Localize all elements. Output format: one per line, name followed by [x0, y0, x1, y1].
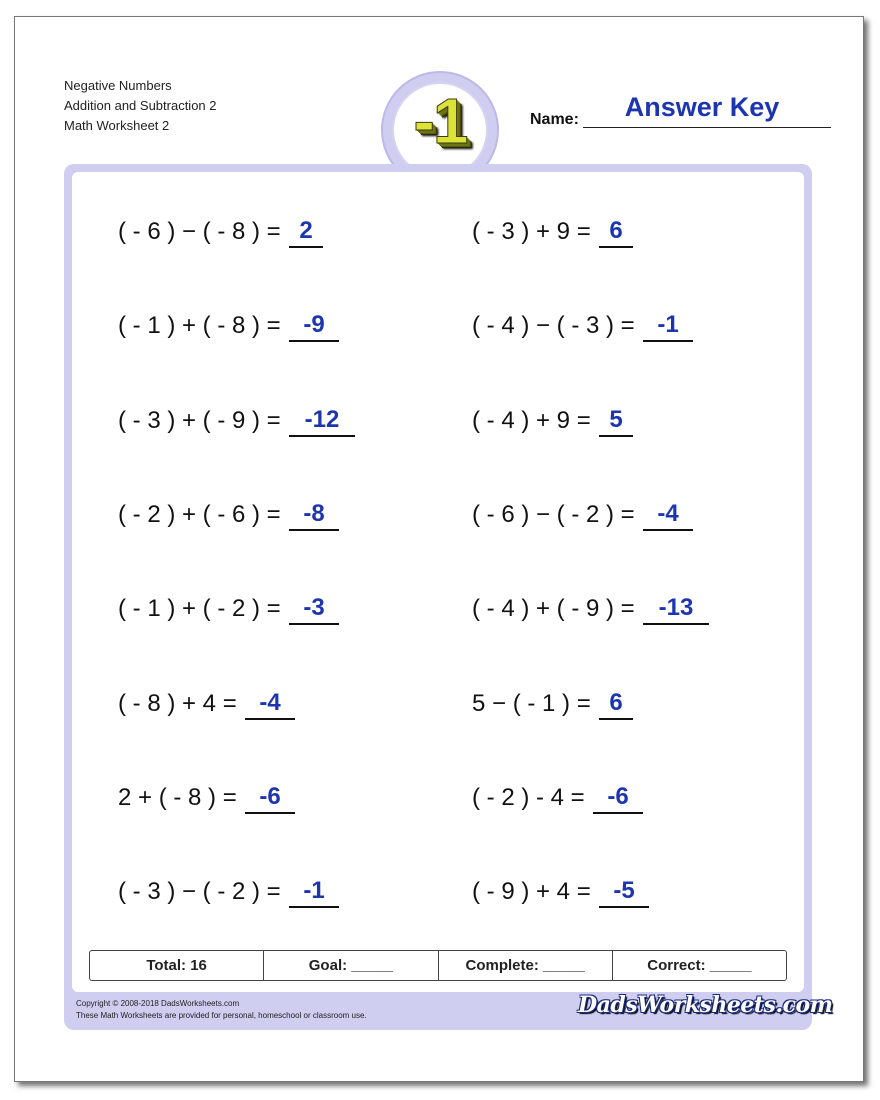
problem-expression: ( - 4 ) + ( - 9 ) = [472, 595, 635, 622]
usage-line: These Math Worksheets are provided for personal, homeschool or classroom use. [76, 1011, 367, 1020]
title-line-3: Math Worksheet 2 [64, 118, 170, 133]
problem-expression: ( - 2 ) - 4 = [472, 784, 585, 811]
answer-blank: -3 [289, 593, 339, 625]
answer-key-text: Answer Key [624, 92, 780, 122]
name-label: Name: [530, 111, 579, 128]
answer-blank: 5 [599, 405, 633, 437]
answer-blank: 6 [599, 216, 633, 248]
problem-expression: ( - 3 ) − ( - 2 ) = [118, 878, 281, 905]
negative-one-logo: -1 [413, 85, 467, 157]
title-line-2: Addition and Subtraction 2 [64, 98, 217, 113]
answer-blank: -4 [643, 499, 693, 531]
answer-blank: 6 [599, 688, 633, 720]
worksheet-title [64, 76, 217, 136]
problem-expression: ( - 3 ) + 9 = [472, 218, 591, 245]
problems-panel [72, 172, 804, 992]
answer-blank: -8 [289, 499, 339, 531]
answer-blank: -1 [289, 876, 339, 908]
score-total: Total: 16 [90, 951, 264, 980]
answer-blank: -1 [643, 310, 693, 342]
answer-blank: -9 [289, 310, 339, 342]
title-line-1: Negative Numbers [64, 78, 172, 93]
score-goal: Goal: _____ [264, 951, 438, 980]
score-bar [89, 950, 787, 981]
problem-expression: ( - 1 ) + ( - 8 ) = [118, 312, 281, 339]
problem-expression: ( - 3 ) + ( - 9 ) = [118, 407, 281, 434]
problem-expression: ( - 4 ) − ( - 3 ) = [472, 312, 635, 339]
copyright-notice [76, 998, 367, 1022]
problem-expression: ( - 2 ) + ( - 6 ) = [118, 501, 281, 528]
score-complete: Complete: _____ [439, 951, 613, 980]
score-correct: Correct: _____ [647, 957, 752, 974]
answer-blank: -13 [643, 593, 709, 625]
problem-expression: ( - 6 ) − ( - 2 ) = [472, 501, 635, 528]
problem-expression: ( - 9 ) + 4 = [472, 878, 591, 905]
problem-expression: 2 + ( - 8 ) = [118, 784, 237, 811]
problem-expression: ( - 8 ) + 4 = [118, 690, 237, 717]
problem-expression: 5 − ( - 1 ) = [472, 690, 591, 717]
problem-expression: ( - 1 ) + ( - 2 ) = [118, 595, 281, 622]
name-line [583, 127, 831, 128]
problem-expression: ( - 6 ) − ( - 8 ) = [118, 218, 281, 245]
answer-blank: -6 [593, 782, 643, 814]
answer-blank: -4 [245, 688, 295, 720]
answer-blank: 2 [289, 216, 323, 248]
copyright-line: Copyright © 2008-2018 DadsWorksheets.com [76, 999, 240, 1008]
answer-blank: -12 [289, 405, 355, 437]
problem-expression: ( - 4 ) + 9 = [472, 407, 591, 434]
brand-logo: DadsWorksheets.com [578, 992, 833, 1018]
answer-blank: -5 [599, 876, 649, 908]
answer-blank: -6 [245, 782, 295, 814]
